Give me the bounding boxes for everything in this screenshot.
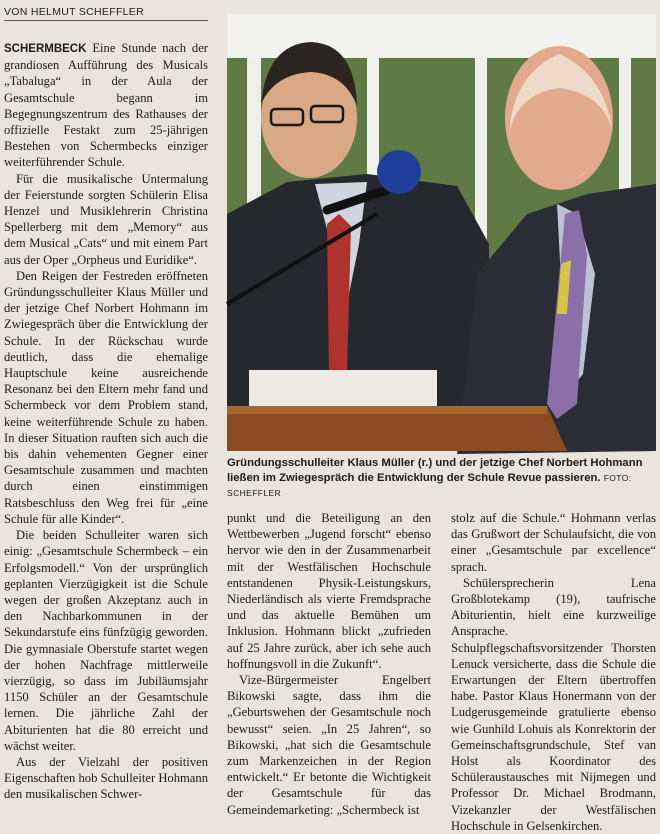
article-column-2	[227, 510, 431, 815]
article-paragraph: Den Reigen der Festreden eröffneten Gründungsschulleiter Klaus Müller und der jetzige Chef Norbert Hohmann im Zwiegespräch über die Entwicklung der Schule. In der Rückschau wurde deutlich, dass die ehemalige Hauptschule keine ausreichende Resonanz bei den Eltern mehr fand und Schermbeck vor dem Problem stand, keine weiterführende Schule zu haben. In dieser Situation rauften sich auch die bis dahin vehementen Gegner einer Gesamtschule zusammen und machten durch einen einstimmigen Ratsbeschluss den Weg frei für „eine Schule für alle Kinder“.	[4, 268, 208, 526]
article-paragraph: Vize-Bürgermeister Engelbert Bikowski sagte, dass ihm die „Geburtswehen der Gesamtschule noch bewusst“ seien. „In 25 Jahren“, so Bikowski, „hat sich die Gesamtschule zum Markenzeichen in der Region entwickelt.“ Er betonte die Wichtigkeit der Gesamtschule für das Gemeindemarketing: „Schermbeck ist	[227, 673, 431, 817]
news-photo	[227, 14, 656, 451]
paragraph-text: Eine Stunde nach der grandiosen Aufführung des Musicals „Tabaluga“ in der Aula der Gesamtschule begann im Begegnungszentrum des Rathauses der offizielle Festakt zum 25-jährigen Bestehen von Schermbecks einziger weiterführender Schule.	[4, 41, 208, 170]
byline: VON HELMUT SCHEFFLER	[4, 6, 208, 21]
article-paragraph	[4, 40, 208, 171]
photo-illustration	[227, 14, 656, 451]
article-paragraph: Die beiden Schulleiter waren sich einig: „Gesamtschule Schermbeck – ein Erfolgsmodell.“ Von der ursprünglich geplanten Vierzügigkeit ist die Schule wegen der großen Akzeptanz auch in den Nachbarkommunen in der Sekundarstufe eins fünfzügig geworden. Die gymnasiale Oberstufe startet wegen der hohen Nachfrage mittlerweile vierzügig, so dass im Jubiläumsjahr 1150 Schüler an der Gesamtschule lernen. Die jährliche Zahl der Abiturienten hat die 80 erreicht und wächst weiter.	[4, 528, 208, 753]
dateline: SCHERMBECK	[4, 43, 87, 55]
article-paragraph: punkt und die Beteiligung an den Wettbewerben „Jugend forscht“ ebenso hervor wie den in der Zusammenarbeit mit der Westfälischen Hochschule entstandenen Physik-Leistungskurs, Niederländisch als vierte Fremdsprache und das aktuelle Bemühen um Inklusion. Hohmann blickt „zufrieden auf 25 Jahre zurück, aber ich sehe auch hoffnungsvoll in die Zukunft“.	[227, 511, 431, 671]
photo-caption	[227, 456, 656, 501]
article-paragraph: Aus der Vielzahl der positiven Eigenschaften hob Schulleiter Hohmann den musikalischen Schwer-	[4, 754, 208, 802]
photo-credit: FOTO: SCHEFFLER	[227, 473, 632, 498]
article-column-3	[451, 510, 656, 833]
article-paragraph: stolz auf die Schule.“ Hohmann verlas das Grußwort der Schulaufsicht, die von einer „Gesamtschule par excellence“ sprach.	[451, 511, 656, 574]
article-column-1	[4, 40, 208, 815]
article-paragraph: Schülersprecherin Lena Großblotekamp (19), taufrische Abiturientin, hielt eine kurzweilige Ansprache. Schulpflegschaftsvorsitzender Thorsten Lenuck versicherte, dass die Schule die Erwartungen der Eltern übertroffen habe. Pastor Klaus Honermann von der Ludgerusgemeinde gratulierte ebenso wie Gunhild Lohuis als Konrektorin der Gemeinschaftsgrundschule, Stef van Holst als Koordinator des Schüleraustausches mit Nijmegen und Professor Dr. Michael Brodmann, Vizekanzler der Westfälischen Hochschule in Gelsenkirchen.	[451, 575, 656, 833]
article-paragraph: Für die musikalische Untermalung der Feierstunde sorgten Schülerin Elisa Henzel und Musiklehrerin Christina Spellerberg mit dem „Memory“ aus dem Musical „Cats“ und mit einem Part aus der Oper „Orpheus und Euridike“.	[4, 171, 208, 267]
caption-text: Gründungsschulleiter Klaus Müller (r.) und der jetzige Chef Norbert Hohmann ließen im Zwiegespräch die Entwicklung der Schule Revue passieren.	[227, 457, 643, 484]
